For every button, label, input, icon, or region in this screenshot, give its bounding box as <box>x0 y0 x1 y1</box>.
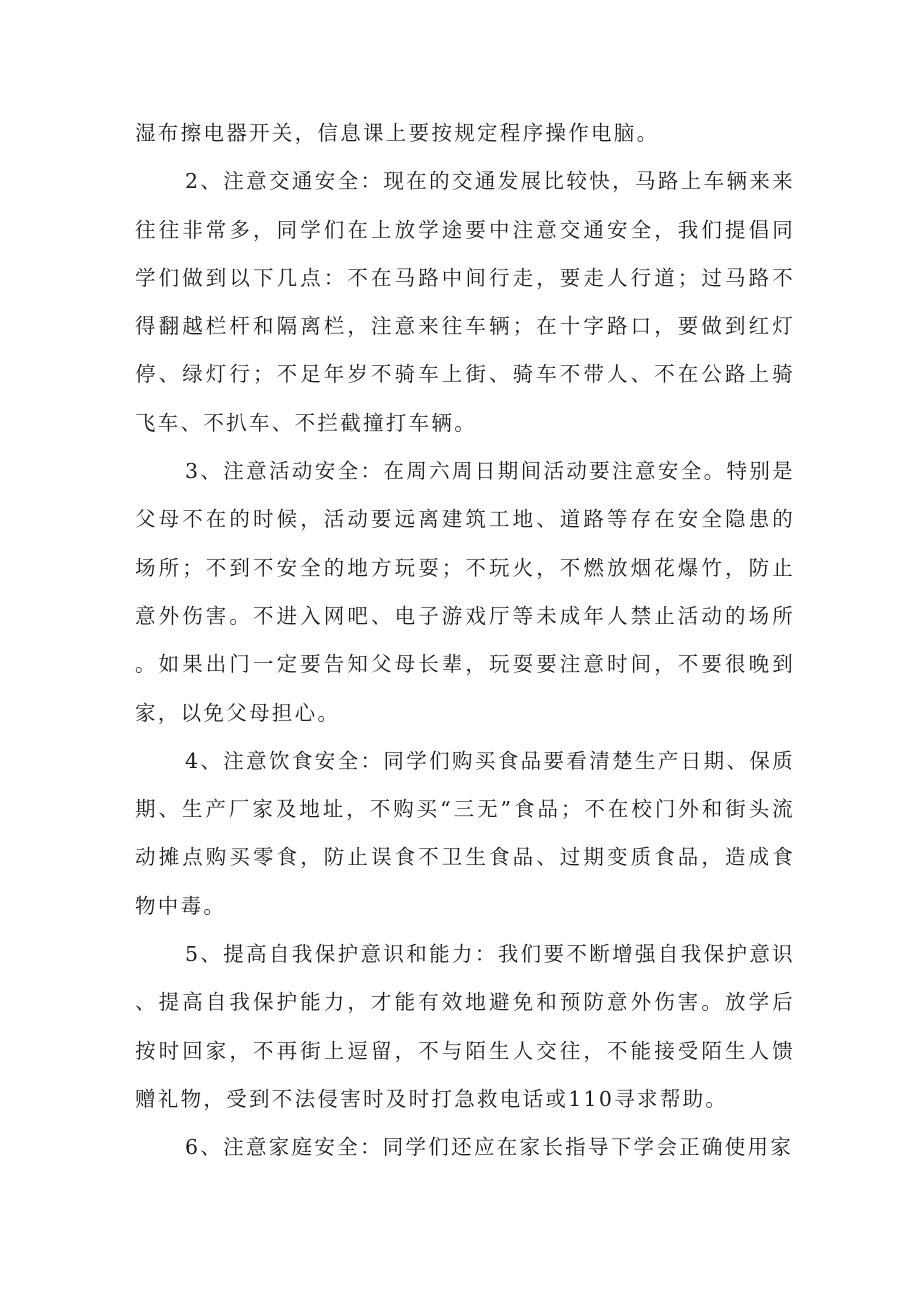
paragraph-self-protection: 5、提高自我保护意识和能力：我们要不断增强自我保护意识、提高自我保护能力，才能有效地避免和预防意外伤害。放学后按时回家，不再街上逗留，不与陌生人交往，不能接受陌生人馈赠礼物，受到不法侵害时及时打急救电话或110寻求帮助。 <box>135 942 795 1111</box>
paragraph-food-safety: 4、注意饮食安全：同学们购买食品要看清楚生产日期、保质期、生产厂家及地址，不购买“三无”食品；不在校门外和街头流动摊点购买零食，防止误食不卫生食品、过期变质食品，造成食物中毒。 <box>135 748 795 918</box>
document-body <box>135 109 795 1172</box>
paragraph-home-safety: 6、注意家庭安全：同学们还应在家长指导下学会正确使用家 <box>185 1135 794 1160</box>
paragraph-traffic-safety: 2、注意交通安全：现在的交通发展比较快，马路上车辆来来往往非常多，同学们在上放学途要中注意交通安全，我们提倡同学们做到以下几点：不在马路中间行走，要走人行道；过马路不得翻越栏杆和隔离栏，注意来往车辆；在十字路口，要做到红灯停、绿灯行；不足年岁不骑车上街、骑车不带人、不在公路上骑飞车、不扒车、不拦截撞打车辆。 <box>135 169 795 435</box>
paragraph-activity-safety: 3、注意活动安全：在周六周日期间活动要注意安全。特别是父母不在的时候，活动要远离建筑工地、道路等存在安全隐患的场所；不到不安全的地方玩耍；不玩火，不燃放烟花爆竹，防止意外伤害。不进入网吧、电子游戏厅等未成年人禁止活动的场所。如果出门一定要告知父母长辈，玩耍要注意时间，不要很晚到家，以免父母担心。 <box>135 459 795 725</box>
paragraph-continuation: 湿布擦电器开关，信息课上要按规定程序操作电脑。 <box>135 121 660 145</box>
